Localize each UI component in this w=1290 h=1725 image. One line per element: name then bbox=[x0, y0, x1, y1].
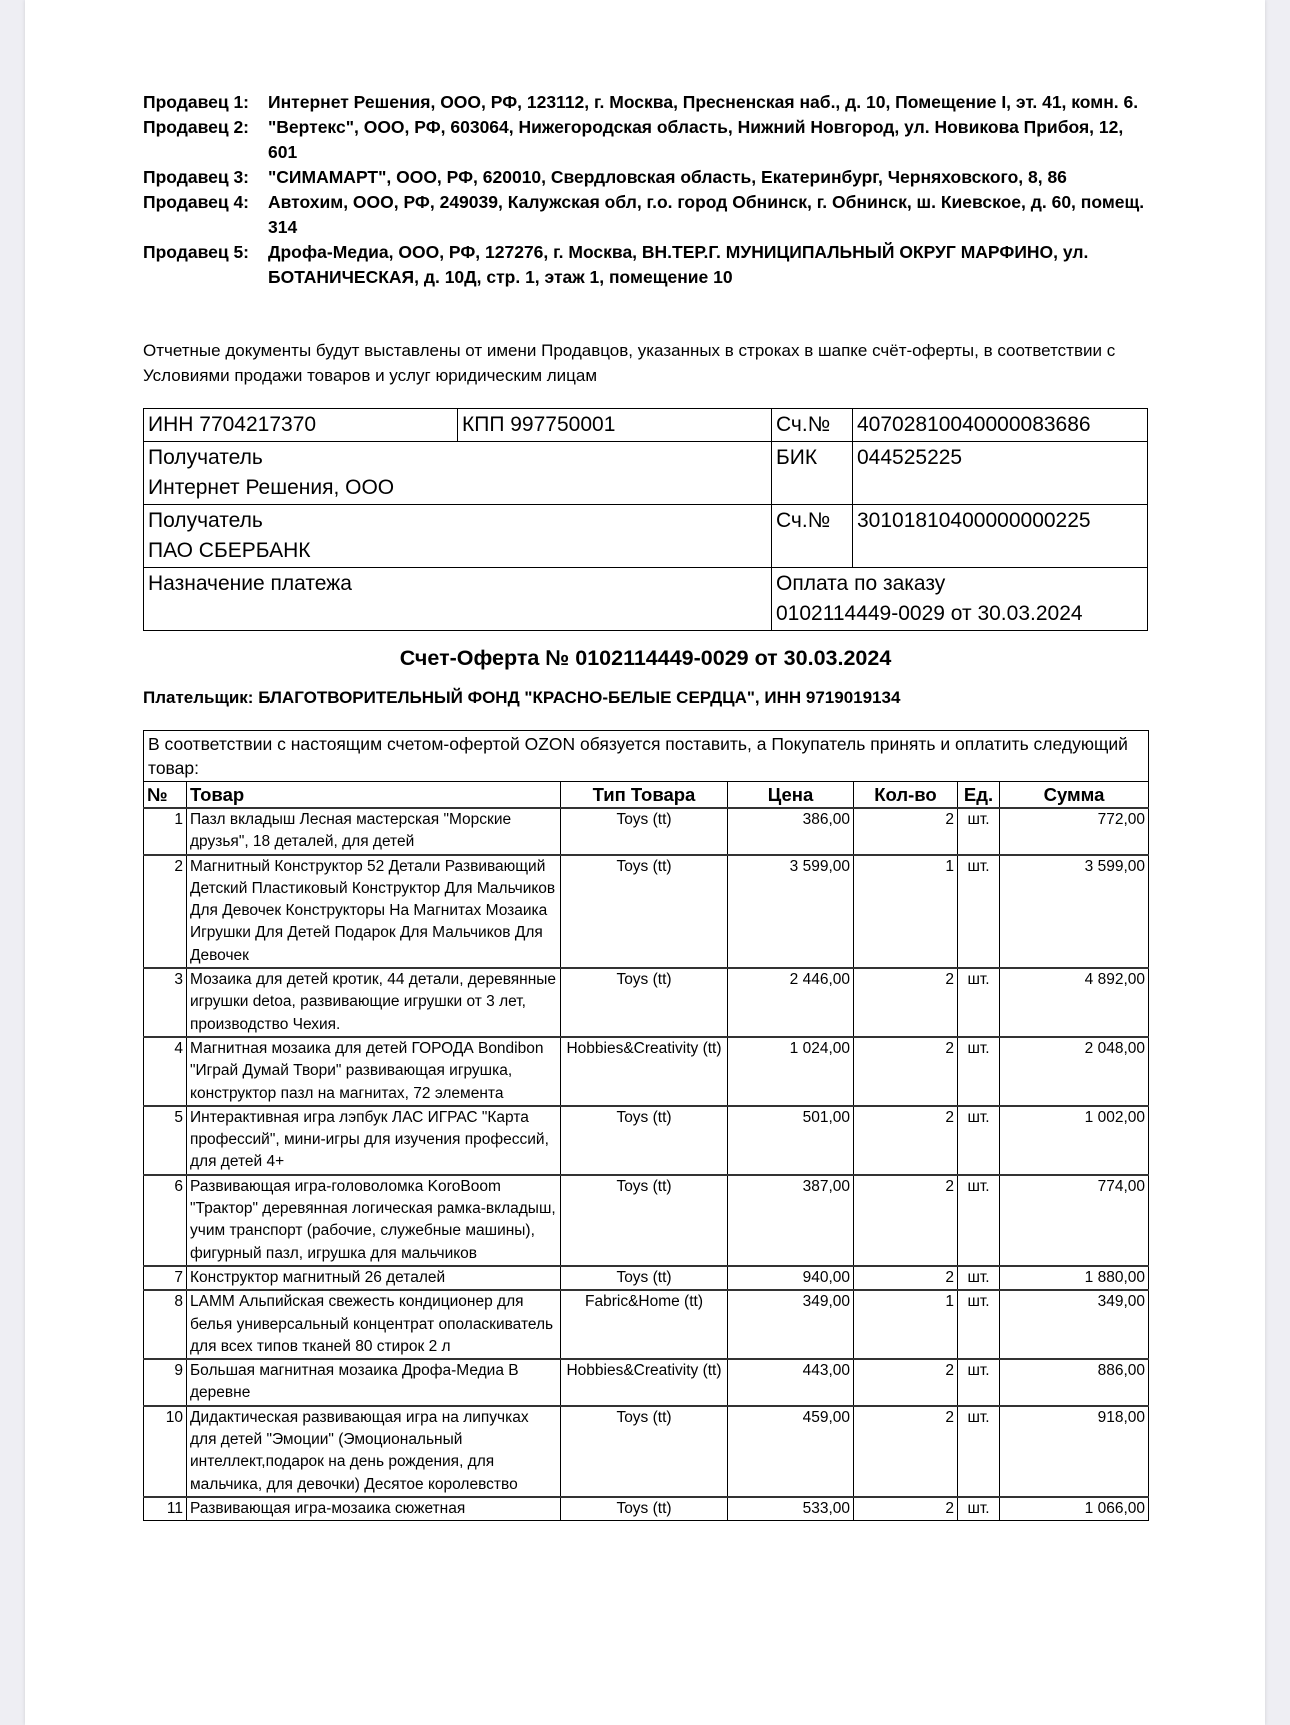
product-name: Магнитный Конструктор 52 Детали Развивающий Детский Пластиковый Конструктор Для Мальчиков Для Девочек Конструкторы На Магнитах Мозаика Игрушки Для Детей Подарок Для Мальчиков Для Девочек bbox=[187, 855, 561, 968]
product-type: Hobbies&Creativity (tt) bbox=[561, 1037, 728, 1106]
seller-details: Дрофа-Медиа, ООО, РФ, 127276, г. Москва, ВН.ТЕР.Г. МУНИЦИПАЛЬНЫЙ ОКРУГ МАРФИНО, ул. БОТАНИЧЕСКАЯ, д. 10Д, стр. 1, этаж 1, помещение 10 bbox=[268, 242, 1089, 287]
product-qty: 2 bbox=[854, 808, 958, 855]
product-unit: шт. bbox=[958, 1497, 1000, 1521]
row-number: 10 bbox=[144, 1406, 187, 1497]
product-qty: 2 bbox=[854, 1359, 958, 1406]
product-price: 386,00 bbox=[728, 808, 854, 855]
table-row bbox=[144, 1106, 1149, 1175]
product-sum: 772,00 bbox=[1000, 808, 1149, 855]
bank-label: Получатель bbox=[148, 509, 263, 532]
recipient-cell bbox=[144, 442, 772, 505]
product-qty: 2 bbox=[854, 968, 958, 1037]
document-page bbox=[25, 0, 1265, 1725]
product-price: 1 024,00 bbox=[728, 1037, 854, 1106]
product-name: Большая магнитная мозаика Дрофа-Медиа В деревне bbox=[187, 1359, 561, 1406]
purpose-line-2: 0102114449-0029 от 30.03.2024 bbox=[776, 602, 1083, 625]
table-row bbox=[144, 968, 1149, 1037]
corr-account-number: 30101810400000000225 bbox=[853, 505, 1148, 568]
product-unit: шт. bbox=[958, 1290, 1000, 1359]
product-name: Интерактивная игра лэпбук ЛАС ИГРАС "Карта профессий", мини-игры для изучения профессий, для детей 4+ bbox=[187, 1106, 561, 1175]
seller-row bbox=[143, 240, 1148, 290]
seller-details: Автохим, ООО, РФ, 249039, Калужская обл, г.о. город Обнинск, г. Обнинск, ш. Киевское, д. 60, помещ. 314 bbox=[268, 192, 1145, 237]
product-sum: 349,00 bbox=[1000, 1290, 1149, 1359]
table-row bbox=[144, 1406, 1149, 1497]
account-label: Сч.№ bbox=[772, 409, 853, 442]
row-number: 6 bbox=[144, 1175, 187, 1266]
product-price: 349,00 bbox=[728, 1290, 854, 1359]
product-sum: 918,00 bbox=[1000, 1406, 1149, 1497]
product-sum: 1 880,00 bbox=[1000, 1266, 1149, 1290]
product-name: LAMM Альпийская свежесть кондиционер для белья универсальный концентрат ополаскиватель для всех типов тканей 80 стирок 2 л bbox=[187, 1290, 561, 1359]
col-header-unit: Ед. bbox=[958, 782, 1000, 809]
row-number: 11 bbox=[144, 1497, 187, 1521]
bik-label: БИК bbox=[772, 442, 853, 505]
recipient-label: Получатель bbox=[148, 446, 263, 469]
product-type: Hobbies&Creativity (tt) bbox=[561, 1359, 728, 1406]
product-qty: 2 bbox=[854, 1406, 958, 1497]
table-row bbox=[144, 855, 1149, 968]
product-type: Toys (tt) bbox=[561, 1106, 728, 1175]
product-type: Toys (tt) bbox=[561, 1497, 728, 1521]
row-number: 7 bbox=[144, 1266, 187, 1290]
product-unit: шт. bbox=[958, 1106, 1000, 1175]
product-name: Развивающая игра-мозаика сюжетная bbox=[187, 1497, 561, 1521]
seller-details: "СИМАМАРТ", ООО, РФ, 620010, Свердловская область, Екатеринбург, Черняховского, 8, 86 bbox=[268, 167, 1067, 187]
product-unit: шт. bbox=[958, 968, 1000, 1037]
seller-row bbox=[143, 190, 1148, 240]
product-name: Магнитная мозаика для детей ГОРОДА Bondibon "Играй Думай Твори" развивающая игрушка, конструктор пазл на магнитах, 72 элемента bbox=[187, 1037, 561, 1106]
product-type: Toys (tt) bbox=[561, 1266, 728, 1290]
table-intro: В соответствии с настоящим счетом-офертой OZON обязуется поставить, а Покупатель принять и оплатить следующий товар: bbox=[144, 731, 1149, 782]
table-row bbox=[144, 1359, 1149, 1406]
product-name: Развивающая игра-головоломка KoroBoom "Трактор" деревянная логическая рамка-вкладыш, учим транспорт (рабочие, служебные машины), фигурный пазл, игрушка для мальчиков bbox=[187, 1175, 561, 1266]
product-unit: шт. bbox=[958, 1266, 1000, 1290]
col-header-qty: Кол-во bbox=[854, 782, 958, 809]
table-row bbox=[144, 1037, 1149, 1106]
payer-line: Плательщик: БЛАГОТВОРИТЕЛЬНЫЙ ФОНД "КРАСНО-БЕЛЫЕ СЕРДЦА", ИНН 9719019134 bbox=[143, 688, 901, 707]
product-qty: 2 bbox=[854, 1175, 958, 1266]
seller-details: Интернет Решения, ООО, РФ, 123112, г. Москва, Пресненская наб., д. 10, Помещение I, эт. 41, комн. 6. bbox=[268, 92, 1139, 112]
seller-label: Продавец 3: bbox=[143, 167, 250, 187]
col-header-type: Тип Товара bbox=[561, 782, 728, 809]
product-price: 2 446,00 bbox=[728, 968, 854, 1037]
product-unit: шт. bbox=[958, 1175, 1000, 1266]
row-number: 9 bbox=[144, 1359, 187, 1406]
product-sum: 774,00 bbox=[1000, 1175, 1149, 1266]
seller-label: Продавец 4: bbox=[143, 192, 250, 212]
product-sum: 886,00 bbox=[1000, 1359, 1149, 1406]
row-number: 8 bbox=[144, 1290, 187, 1359]
product-name: Конструктор магнитный 26 деталей bbox=[187, 1266, 561, 1290]
product-qty: 2 bbox=[854, 1266, 958, 1290]
col-header-number: № bbox=[144, 782, 187, 809]
product-name: Пазл вкладыш Лесная мастерская "Морские друзья", 18 деталей, для детей bbox=[187, 808, 561, 855]
product-price: 3 599,00 bbox=[728, 855, 854, 968]
table-row bbox=[144, 1175, 1149, 1266]
row-number: 3 bbox=[144, 968, 187, 1037]
product-type: Toys (tt) bbox=[561, 808, 728, 855]
payment-purpose-label: Назначение платежа bbox=[144, 568, 772, 631]
product-unit: шт. bbox=[958, 855, 1000, 968]
product-type: Toys (tt) bbox=[561, 1175, 728, 1266]
product-price: 387,00 bbox=[728, 1175, 854, 1266]
product-qty: 1 bbox=[854, 1290, 958, 1359]
row-number: 5 bbox=[144, 1106, 187, 1175]
product-type: Toys (tt) bbox=[561, 1406, 728, 1497]
seller-details: "Вертекс", ООО, РФ, 603064, Нижегородская область, Нижний Новгород, ул. Новикова Прибоя, 12, 601 bbox=[268, 117, 1124, 162]
product-price: 501,00 bbox=[728, 1106, 854, 1175]
payment-purpose-value bbox=[772, 568, 1148, 631]
corr-account-label: Сч.№ bbox=[772, 505, 853, 568]
table-row bbox=[144, 1266, 1149, 1290]
products-table bbox=[143, 730, 1149, 1521]
bank-details-table bbox=[143, 408, 1148, 631]
bank-cell bbox=[144, 505, 772, 568]
product-sum: 1 066,00 bbox=[1000, 1497, 1149, 1521]
inn-cell: ИНН 7704217370 bbox=[144, 409, 458, 442]
row-number: 1 bbox=[144, 808, 187, 855]
product-sum: 3 599,00 bbox=[1000, 855, 1149, 968]
product-sum: 2 048,00 bbox=[1000, 1037, 1149, 1106]
kpp-cell: КПП 997750001 bbox=[458, 409, 772, 442]
product-unit: шт. bbox=[958, 808, 1000, 855]
seller-row bbox=[143, 165, 1148, 190]
product-name: Дидактическая развивающая игра на липучках для детей "Эмоции" (Эмоциональный интеллект,подарок на день рождения, для мальчика, для девочки) Десятое королевство bbox=[187, 1406, 561, 1497]
table-row bbox=[144, 1497, 1149, 1521]
product-price: 443,00 bbox=[728, 1359, 854, 1406]
account-number: 40702810040000083686 bbox=[853, 409, 1148, 442]
col-header-product: Товар bbox=[187, 782, 561, 809]
bik-value: 044525225 bbox=[853, 442, 1148, 505]
seller-row bbox=[143, 90, 1148, 115]
product-unit: шт. bbox=[958, 1406, 1000, 1497]
product-price: 459,00 bbox=[728, 1406, 854, 1497]
product-qty: 2 bbox=[854, 1497, 958, 1521]
col-header-price: Цена bbox=[728, 782, 854, 809]
product-sum: 1 002,00 bbox=[1000, 1106, 1149, 1175]
purpose-line-1: Оплата по заказу bbox=[776, 572, 946, 595]
row-number: 4 bbox=[144, 1037, 187, 1106]
table-row bbox=[144, 808, 1149, 855]
bank-name: ПАО СБЕРБАНК bbox=[148, 539, 311, 562]
product-qty: 2 bbox=[854, 1106, 958, 1175]
product-qty: 1 bbox=[854, 855, 958, 968]
product-type: Toys (tt) bbox=[561, 855, 728, 968]
product-sum: 4 892,00 bbox=[1000, 968, 1149, 1037]
product-price: 940,00 bbox=[728, 1266, 854, 1290]
reporting-note: Отчетные документы будут выставлены от имени Продавцов, указанных в строках в шапке счёт-оферты, в соответствии с Условиями продажи товаров и услуг юридическим лицам bbox=[143, 341, 1116, 385]
product-type: Toys (tt) bbox=[561, 968, 728, 1037]
product-type: Fabric&Home (tt) bbox=[561, 1290, 728, 1359]
seller-row bbox=[143, 115, 1148, 165]
seller-label: Продавец 2: bbox=[143, 117, 250, 137]
seller-label: Продавец 5: bbox=[143, 242, 250, 262]
col-header-sum: Сумма bbox=[1000, 782, 1149, 809]
product-price: 533,00 bbox=[728, 1497, 854, 1521]
product-qty: 2 bbox=[854, 1037, 958, 1106]
seller-label: Продавец 1: bbox=[143, 92, 250, 112]
product-unit: шт. bbox=[958, 1359, 1000, 1406]
table-row bbox=[144, 1290, 1149, 1359]
product-unit: шт. bbox=[958, 1037, 1000, 1106]
row-number: 2 bbox=[144, 855, 187, 968]
recipient-name: Интернет Решения, ООО bbox=[148, 476, 395, 499]
invoice-title: Счет-Оферта № 0102114449-0029 от 30.03.2024 bbox=[399, 646, 892, 670]
product-name: Мозаика для детей кротик, 44 детали, деревянные игрушки detoa, развивающие игрушки от 3 лет, производство Чехия. bbox=[187, 968, 561, 1037]
sellers-list bbox=[143, 90, 1148, 290]
